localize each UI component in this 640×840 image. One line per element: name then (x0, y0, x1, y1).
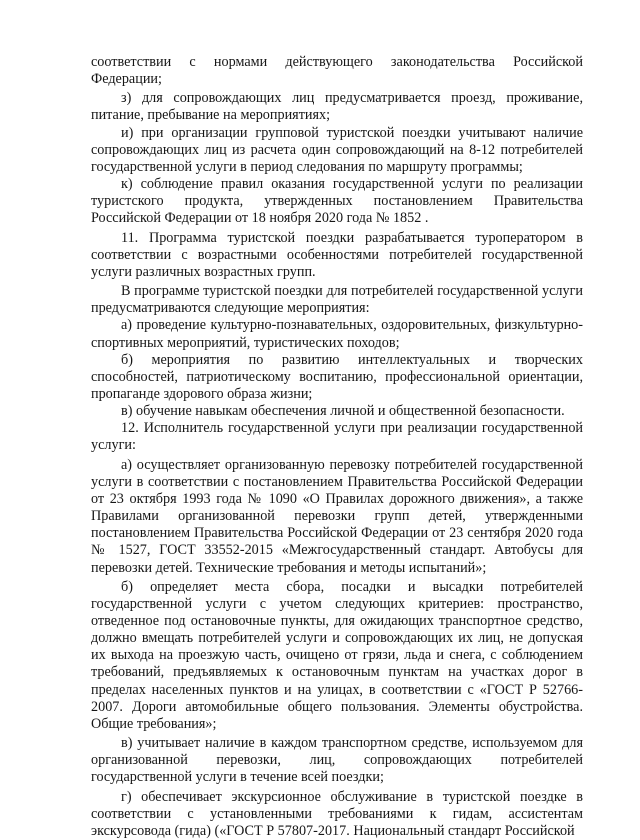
paragraph-continuation: соответствии с нормами действующего законодательства Российской Федерации; (91, 54, 583, 88)
paragraph-item-a-transport: а) осуществляет организованную перевозку потребителей государственной услуги в соответствии с постановлением Правительства Российской Федерации от 23 октября 1993 года № 1090 «О Правилах дорожного движения», а также Правилами организованной перевозки групп детей, утвержденными постановлением Правительства Российской Федерации от 23 сентября 2020 года № 1527, ГОСТ 33552-2015 «Межгосударственный стандарт. Автобусы для перевозки детей. Технические требования и методы испытаний»; (91, 456, 583, 576)
paragraph-item-b-events: б) мероприятия по развитию интеллектуальных и творческих способностей, патриотическому воспитанию, профессиональной ориентации, пропаганде здорового образа жизни; (91, 351, 583, 402)
paragraph-item-i: и) при организации групповой туристской поездки учитывают наличие сопровождающих лиц из расчета один сопровождающий на 8-12 потребителей государственной услуги в период следования по маршруту программы; (91, 124, 583, 175)
paragraph-item-k: к) соблюдение правил оказания государственной услуги по реализации туристского продукта, утвержденных постановлением Правительства Российской Федерации от 18 ноября 2020 года № 1852 . (91, 176, 583, 227)
paragraph-item-v-escorts: в) учитывает наличие в каждом транспортном средстве, используемом для организованной перевозки, лиц, сопровождающих потребителей государственной услуги в течение всей поездки; (91, 735, 583, 786)
document-body (91, 54, 583, 840)
paragraph-item-v-events: в) обучение навыкам обеспечения личной и общественной безопасности. (121, 403, 565, 420)
paragraph-item-z: з) для сопровождающих лиц предусматривается проезд, проживание, питание, пребывание на мероприятиях; (91, 90, 583, 124)
paragraph-clause-12: 12. Исполнитель государственной услуги при реализации государственной услуги: (91, 420, 583, 454)
paragraph-item-g-excursions: г) обеспечивает экскурсионное обслуживание в туристской поездке в соответствии с установленными требованиями к гидам, ассистентам экскурсовода (гида) («ГОСТ Р 57807-2017. Национальный стандарт Российской (91, 788, 583, 839)
paragraph-clause-11: 11. Программа туристской поездки разрабатывается туроператором в соответствии с возрастными особенностями потребителей государственной услуги различных возрастных групп. (91, 229, 583, 280)
paragraph-item-b-stops: б) определяет места сбора, посадки и высадки потребителей государственной услуги с учетом следующих критериев: пространство, отведенное под остановочные пункты, для ожидающих транспортное средство, должно вмещать потребителей услуги и сопровождающих их лиц, не допуская их выхода на проезжую часть, очищено от грязи, льда и снега, с соблюдением требований, предъявляемых к остановочным пунктам на участках дорог в пределах населенных пунктов и на улицах, в соответствии с «ГОСТ Р 52766-2007. Дороги автомобильные общего пользования. Элементы обустройства. Общие требования»; (91, 578, 583, 732)
paragraph-item-a-events: а) проведение культурно-познавательных, оздоровительных, физкультурно-спортивных мероприятий, туристических походов; (91, 317, 583, 351)
paragraph-program-intro: В программе туристской поездки для потребителей государственной услуги предусматриваются следующие мероприятия: (91, 283, 583, 317)
